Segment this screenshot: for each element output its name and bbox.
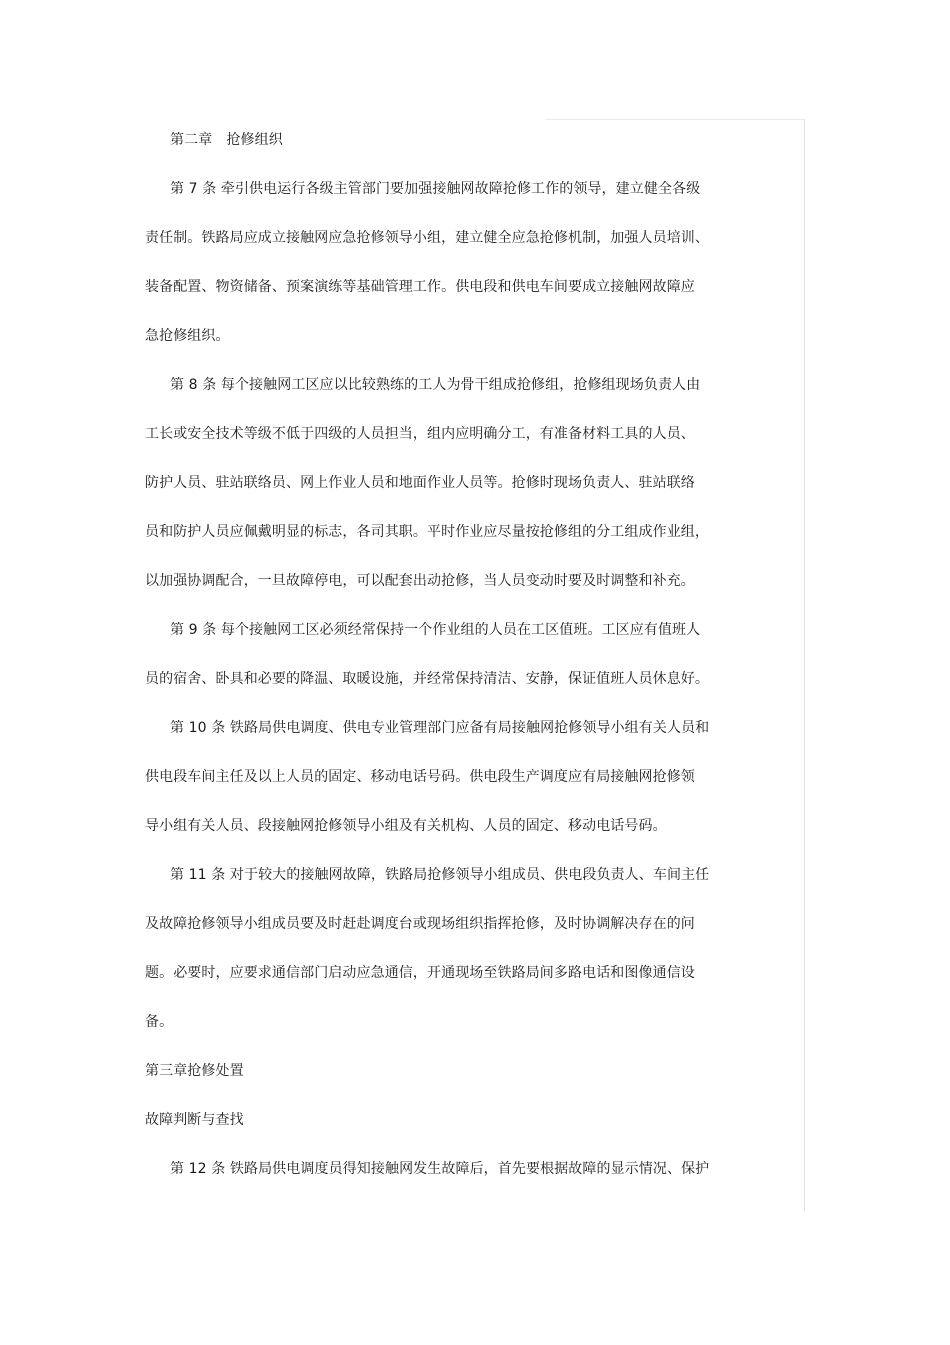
section-heading: 故障判断与查找 [145, 1112, 244, 1128]
article-11-line-4: 备。 [145, 1014, 174, 1030]
article-10-line-1: 第 10 条 铁路局供电调度、供电专业管理部门应备有局接触网抢修领导小组有关人员和 [170, 720, 710, 736]
article-10-line-3: 导小组有关人员、段接触网抢修领导小组及有关机构、人员的固定、移动电话号码。 [145, 818, 667, 834]
article-7-line-1: 第 7 条 牵引供电运行各级主管部门要加强接触网故障抢修工作的领导，建立健全各级 [170, 181, 701, 197]
document-body [145, 128, 745, 1181]
article-8-line-4: 员和防护人员应佩戴明显的标志，各司其职。平时作业应尽量按抢修组的分工组成作业组， [145, 524, 709, 540]
article-11-line-3: 题。必要时，应要求通信部门启动应急通信，开通现场至铁路局间多路电话和图像通信设 [145, 965, 695, 981]
article-8-line-1: 第 8 条 每个接触网工区应以比较熟练的工人为骨干组成抢修组，抢修组现场负责人由 [170, 377, 701, 393]
article-11-line-2: 及故障抢修领导小组成员要及时赶赴调度台或现场组织指挥抢修，及时协调解决存在的问 [145, 916, 695, 932]
article-7-line-4: 急抢修组织。 [145, 328, 230, 344]
article-8-line-3: 防护人员、驻站联络员、网上作业人员和地面作业人员等。抢修时现场负责人、驻站联络 [145, 475, 695, 491]
article-9-line-2: 员的宿舍、卧具和必要的降温、取暖设施，并经常保持清洁、安静，保证值班人员休息好。 [145, 671, 709, 687]
article-7-line-2: 责任制。铁路局应成立接触网应急抢修领导小组，建立健全应急抢修机制，加强人员培训、 [145, 230, 709, 246]
article-8-line-2: 工长或安全技术等级不低于四级的人员担当，组内应明确分工，有准备材料工具的人员、 [145, 426, 695, 442]
article-11-line-1: 第 11 条 对于较大的接触网故障，铁路局抢修领导小组成员、供电段负责人、车间主任 [170, 867, 710, 883]
page-border-right [804, 119, 805, 1211]
chapter-heading: 第二章 抢修组织 [170, 132, 283, 148]
article-8-line-5: 以加强协调配合，一旦故障停电，可以配套出动抢修，当人员变动时要及时调整和补充。 [145, 573, 695, 589]
article-12-line-1: 第 12 条 铁路局供电调度员得知接触网发生故障后，首先要根据故障的显示情况、保护 [170, 1161, 710, 1177]
chapter-3-heading: 第三章抢修处置 [145, 1063, 244, 1079]
article-10-line-2: 供电段车间主任及以上人员的固定、移动电话号码。供电段生产调度应有局接触网抢修领 [145, 769, 695, 785]
article-7-line-3: 装备配置、物资储备、预案演练等基础管理工作。供电段和供电车间要成立接触网故障应 [145, 279, 695, 295]
article-9-line-1: 第 9 条 每个接触网工区必须经常保持一个作业组的人员在工区值班。工区应有值班人 [170, 622, 701, 638]
page-border-top [545, 119, 805, 120]
